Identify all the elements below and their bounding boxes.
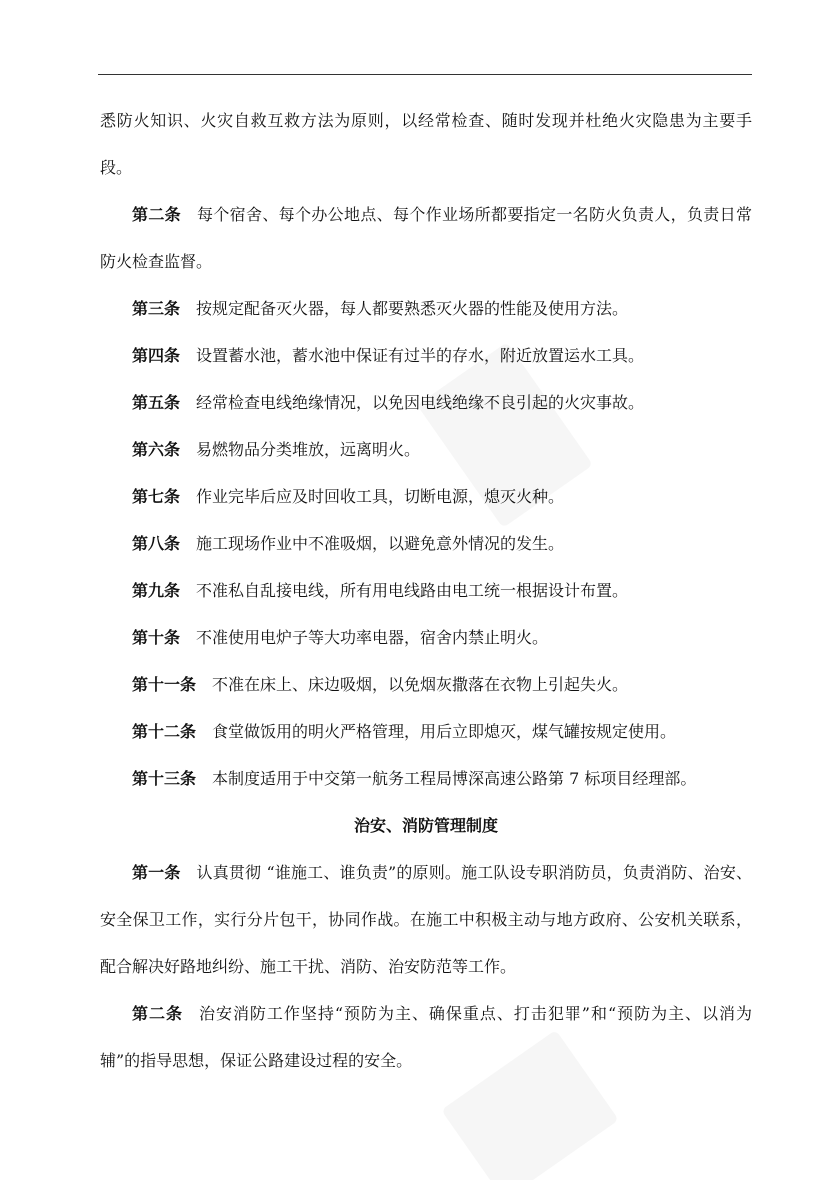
rule-text: 不准在床上、床边吸烟，以免烟灰撒落在衣物上引起失火。 xyxy=(212,675,629,694)
fire-rule-10 xyxy=(100,614,752,661)
rule-text: 按规定配备灭火器，每人都要熟悉灭火器的性能及使用方法。 xyxy=(196,299,629,318)
rule-label: 第十二条 xyxy=(132,722,197,741)
fire-rule-12 xyxy=(100,708,752,755)
fire-rule-5 xyxy=(100,379,752,426)
fire-rule-7 xyxy=(100,473,752,520)
rule-text: 施工现场作业中不准吸烟，以避免意外情况的发生。 xyxy=(196,534,565,553)
rule-label: 第五条 xyxy=(132,393,181,412)
rule-label: 第十一条 xyxy=(132,675,197,694)
rule-text: 作业完毕后应及时回收工具，切断电源，熄灭火种。 xyxy=(196,487,565,506)
rule-text: 认真贯彻 “谁施工、谁负责”的原则。施工队设专职消防员，负责消防、治安、安全保卫工作，实行分片包干，协同作战。在施工中积极主动与地方政府、公安机关联系，配合解决好路地纠纷、施工干扰、消防、治安防范等工作。 xyxy=(100,863,752,976)
fire-rule-2 xyxy=(100,191,752,285)
fire-rule-13 xyxy=(100,755,752,802)
rule-label: 第三条 xyxy=(132,299,181,318)
rule-label: 第七条 xyxy=(132,487,181,506)
rule-text: 治安消防工作坚持“预防为主、确保重点、打击犯罪”和“预防为主、以消为辅”的指导思想，保证公路建设过程的安全。 xyxy=(100,1004,752,1070)
security-rule-1 xyxy=(100,849,752,990)
rule-text: 不准使用电炉子等大功率电器，宿舍内禁止明火。 xyxy=(196,628,549,647)
fire-rule-4 xyxy=(100,332,752,379)
fire-rule-8 xyxy=(100,520,752,567)
rule-label: 第二条 xyxy=(132,1004,183,1023)
document-body xyxy=(100,97,752,1084)
rule-text: 设置蓄水池，蓄水池中保证有过半的存水，附近放置运水工具。 xyxy=(196,346,645,365)
rule-label: 第四条 xyxy=(132,346,181,365)
header-rule xyxy=(98,74,752,75)
fire-rule-6 xyxy=(100,426,752,473)
rule-label: 第二条 xyxy=(132,205,181,224)
fire-rule-3 xyxy=(100,285,752,332)
rule-text: 不准私自乱接电线，所有用电线路由电工统一根据设计布置。 xyxy=(196,581,629,600)
security-rule-2 xyxy=(100,990,752,1084)
rule-label: 第十三条 xyxy=(132,769,197,788)
rule-label: 第十条 xyxy=(132,628,181,647)
intro-paragraph: 悉防火知识、火灾自救互救方法为原则，以经常检查、随时发现并杜绝火灾隐患为主要手段。 xyxy=(100,111,752,177)
rule-text: 易燃物品分类堆放，远离明火。 xyxy=(196,440,421,459)
rule-text: 本制度适用于中交第一航务工程局博深高速公路第 7 标项目经理部。 xyxy=(212,769,697,788)
section-title: 治安、消防管理制度 xyxy=(353,816,498,835)
fire-rule-11 xyxy=(100,661,752,708)
rule-label: 第一条 xyxy=(132,863,181,882)
rule-text: 经常检查电线绝缘情况，以免因电线绝缘不良引起的火灾事故。 xyxy=(196,393,645,412)
rule-text: 食堂做饭用的明火严格管理，用后立即熄灭，煤气罐按规定使用。 xyxy=(212,722,677,741)
rule-label: 第八条 xyxy=(132,534,181,553)
rule-label: 第六条 xyxy=(132,440,181,459)
rule-text: 每个宿舍、每个办公地点、每个作业场所都要指定一名防火负责人，负责日常防火检查监督。 xyxy=(100,205,752,271)
fire-rule-9 xyxy=(100,567,752,614)
rule-label: 第九条 xyxy=(132,581,181,600)
